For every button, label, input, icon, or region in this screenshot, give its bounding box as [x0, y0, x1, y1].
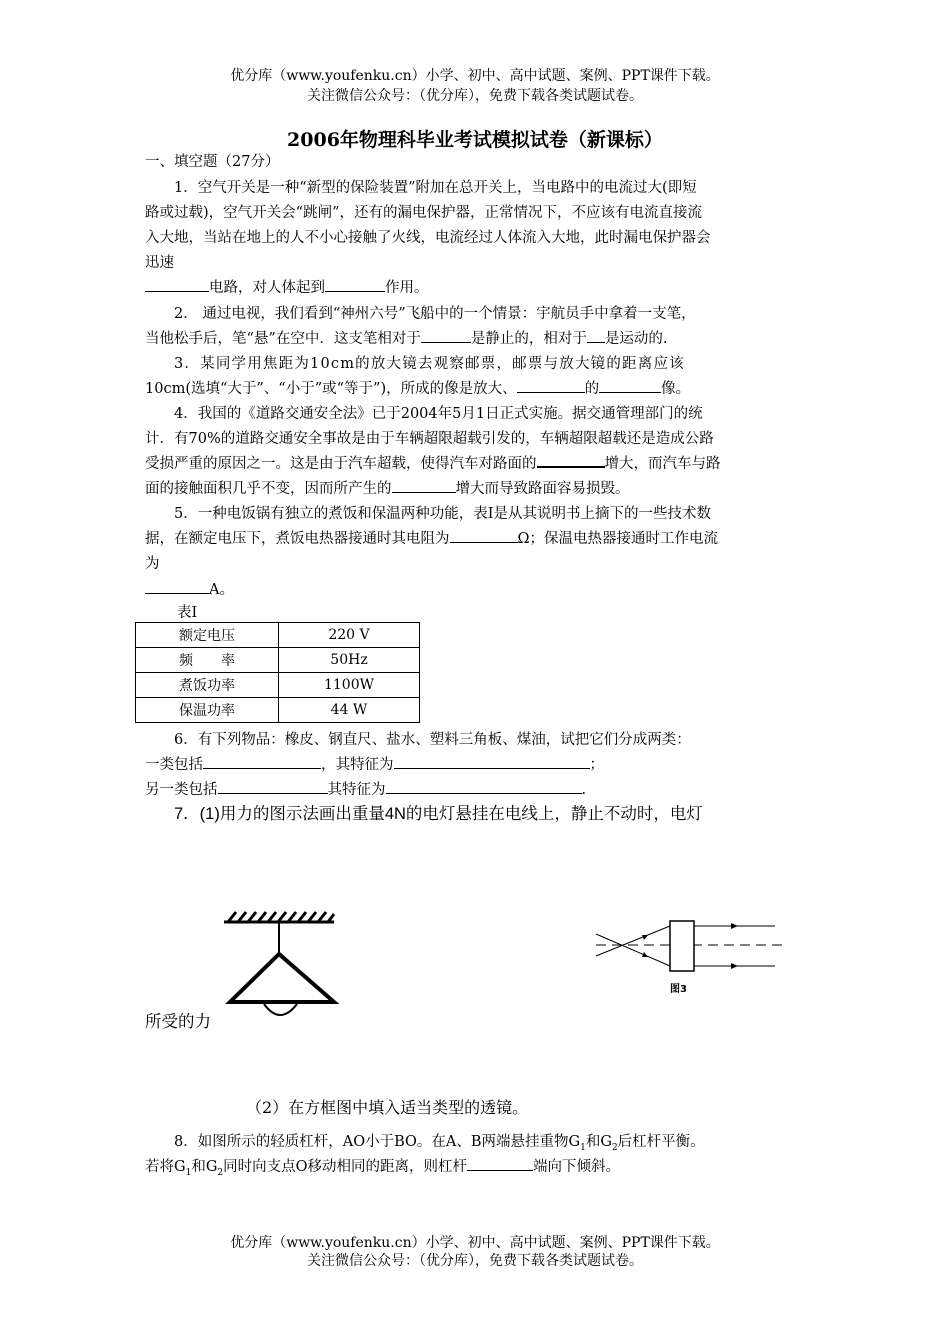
q5-line-1: 5．一种电饭锅有独立的煮饭和保温两种功能，表Ⅰ是从其说明书上摘下的一些技术数	[174, 506, 711, 522]
q8-text: 同时向支点O移动相同的距离，则杠杆	[223, 1159, 468, 1175]
page-title: 2006年物理科毕业考试模拟试卷（新课标）	[287, 129, 663, 151]
table-cell: 煮饭功率	[136, 673, 279, 698]
footer-line-2: 关注微信公众号：（优分库），免费下载各类试题试卷。	[307, 1253, 643, 1269]
table-cell: 44 W	[279, 698, 420, 723]
q4-line-2: 计．有70%的道路交通安全事故是由于车辆超限超载引发的，车辆超限超载还是造成公路	[145, 431, 714, 447]
header-line-1: 优分库（www.youfenku.cn）小学、初中、高中试题、案例、PPT课件下载。	[230, 68, 720, 84]
lens-box	[670, 921, 694, 971]
q7-line-2: 所受的力	[145, 1012, 211, 1031]
q4-line-3	[145, 452, 721, 476]
answer-blank[interactable]	[599, 378, 661, 393]
table-row	[136, 648, 420, 673]
answer-blank[interactable]	[517, 378, 585, 393]
answer-blank[interactable]	[467, 1156, 533, 1171]
answer-blank[interactable]	[587, 328, 605, 343]
table-cell: 频 率	[136, 648, 279, 673]
answer-blank[interactable]	[450, 528, 518, 543]
q5-line-4	[145, 578, 234, 602]
q1-line-1: 1．空气开关是一种“新型的保险装置”附加在总开关上，当电路中的电流过大(即短	[174, 180, 697, 196]
q2-line-1: 2． 通过电视，我们看到“神州六号”飞船中的一个情景：宇航员手中拿着一支笔，	[174, 306, 696, 322]
q8-text: 8．如图所示的轻质杠杆，AO小于BO。在A、B两端悬挂重物G	[174, 1134, 581, 1150]
q7-line-3: （2）在方框图中填入适当类型的透镜。	[246, 1098, 529, 1117]
q3-line-1: 3．某同学用焦距为10cm的放大镜去观察邮票，邮票与放大镜的距离应该	[174, 356, 685, 372]
q1-line-4: 迅速	[145, 255, 174, 271]
arrow-icon	[731, 963, 738, 969]
table-cell: 50Hz	[279, 648, 420, 673]
q7-line-1: 7．(1)用力的图示法画出重量4N的电灯悬挂在电线上，静止不动时，电灯	[174, 805, 703, 823]
q6-line-2	[145, 753, 604, 777]
q8-line-2	[145, 1155, 620, 1185]
answer-blank[interactable]	[325, 277, 385, 292]
q4-text: 增大而导致路面容易损毁。	[455, 481, 630, 497]
table-row	[136, 698, 420, 723]
q6-text: ；	[589, 757, 604, 773]
q2-line-2	[145, 327, 667, 351]
q4-line-4	[145, 477, 630, 501]
q3-text: 10cm(选填“大于”、“小于”或“等于”)，所成的像是放大、	[145, 381, 517, 397]
table-cell: 1100W	[279, 673, 420, 698]
q1-line-3: 入大地，当站在地上的人不小心接触了火线，电流经过人体流入大地，此时漏电保护器会	[145, 230, 711, 246]
q5-text: Ω；保温电热器接通时工作电流	[517, 531, 719, 547]
incoming-ray	[596, 926, 670, 956]
table-caption: 表Ⅰ	[177, 605, 198, 621]
q6-text: ，其特征为	[321, 757, 394, 773]
subscript: 2	[611, 1142, 618, 1153]
q6-line-3	[145, 778, 586, 802]
table-cell: 220 V	[279, 623, 420, 648]
answer-blank[interactable]	[145, 277, 209, 292]
answer-blank[interactable]	[386, 779, 582, 794]
q8-text: 和G	[191, 1159, 218, 1175]
header-line-2: 关注微信公众号：（优分库），免费下载各类试题试卷。	[307, 88, 643, 104]
q8-text: 若将G	[145, 1159, 186, 1175]
ceiling-hatch	[224, 912, 334, 922]
table-cell: 保温功率	[136, 698, 279, 723]
q6-text: 一类包括	[145, 757, 203, 773]
q3-text: 像。	[661, 381, 691, 397]
arrow-icon	[731, 923, 738, 929]
lamp-figure	[218, 908, 343, 1026]
q2-text: 是静止的，相对于	[470, 331, 587, 347]
q4-line-1: 4．我国的《道路交通安全法》已于2004年5月1日正式实施。据交通管理部门的统	[174, 406, 703, 422]
q6-text: .	[581, 782, 587, 798]
answer-blank[interactable]	[145, 579, 209, 594]
answer-blank[interactable]	[537, 452, 605, 468]
lamp-bulb	[264, 1004, 297, 1015]
q6-text: 另一类包括	[145, 782, 218, 798]
q8-text: 后杠杆平衡。	[617, 1134, 705, 1150]
q5-text: 据，在额定电压下，煮饭电热器接通时其电阻为	[145, 531, 450, 547]
lens-figure	[590, 912, 790, 994]
q1-line-5	[145, 276, 429, 300]
lamp-shade	[230, 954, 334, 1002]
q3-line-2	[145, 377, 690, 401]
figure-3-label: 图3	[670, 984, 687, 994]
q3-text: 的	[584, 381, 600, 397]
spec-table	[135, 622, 420, 723]
subscript: 1	[580, 1142, 586, 1153]
q5-text: A。	[209, 582, 234, 598]
answer-blank[interactable]	[203, 754, 321, 769]
q5-line-2	[145, 527, 718, 551]
q6-line-1: 6．有下列物品：橡皮、钢直尺、盐水、塑料三角板、煤油，试把它们分成两类：	[174, 732, 691, 748]
q8-text: 端向下倾斜。	[533, 1159, 621, 1175]
q1-line-2: 路或过载)，空气开关会“跳闸”，还有的漏电保护器，正常情况下，不应该有电流直接流	[145, 205, 702, 221]
table-row	[136, 623, 420, 648]
q1-text: 电路，对人体起到	[209, 280, 325, 296]
q6-text: 其特征为	[327, 782, 386, 798]
incoming-ray	[596, 934, 670, 966]
subscript: 1	[185, 1167, 192, 1178]
section-heading: 一、填空题（27分）	[145, 154, 280, 170]
q5-line-3: 为	[145, 556, 160, 572]
q4-text: 受损严重的原因之一。这是由于汽车超载，使得汽车对路面的	[145, 456, 537, 472]
answer-blank[interactable]	[394, 754, 590, 769]
subscript: 2	[217, 1167, 224, 1178]
q2-text: 当他松手后，笔“悬”在空中．这支笔相对于	[145, 331, 421, 347]
answer-blank[interactable]	[392, 478, 456, 493]
q2-text: 是运动的.	[604, 331, 668, 347]
table-cell: 额定电压	[136, 623, 279, 648]
q8-text: 和G	[585, 1134, 612, 1150]
footer-line-1: 优分库（www.youfenku.cn）小学、初中、高中试题、案例、PPT课件下载。	[230, 1235, 720, 1251]
q4-text: 增大，而汽车与路	[604, 456, 721, 472]
answer-blank[interactable]	[421, 328, 471, 343]
q1-text: 作用。	[385, 280, 429, 296]
q4-text: 面的接触面积几乎不变，因而所产生的	[145, 481, 392, 497]
answer-blank[interactable]	[218, 779, 328, 794]
table-row	[136, 673, 420, 698]
